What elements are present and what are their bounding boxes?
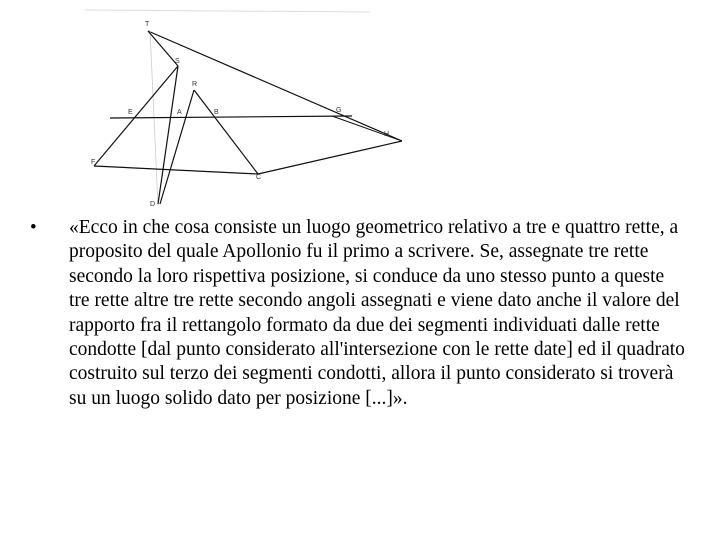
label-e: E bbox=[128, 109, 133, 116]
line-f-c bbox=[94, 166, 258, 174]
label-f: F bbox=[91, 159, 96, 166]
label-h: H bbox=[384, 131, 390, 138]
line-g-h bbox=[332, 116, 402, 141]
quote-paragraph: «Ecco in che cosa consiste un luogo geometrico relativo a tre e quattro rette, a proposito del quale Apollonio fu il primo a scrivere. Se, assegnate tre rette secondo la loro rispettiva posizione, si conduce da uno stesso punto a queste tre rette altre tre rette secondo angoli assegnati e viene dato anche il valore del rapporto fra il rettangolo formato da due dei segmenti individuati dalle rette condotte [dal punto considerato all'intersezione con le rette date] ed il quadrato costruito sul terzo dei segmenti condotti, allora il punto considerato si troverà su un luogo solido dato per posizione [...]». bbox=[69, 217, 685, 409]
label-s: S bbox=[175, 58, 180, 65]
diagram-svg bbox=[80, 8, 420, 208]
geometric-diagram bbox=[80, 8, 420, 208]
label-d: D bbox=[150, 201, 156, 208]
line-r-c bbox=[194, 90, 258, 174]
label-b: B bbox=[214, 109, 219, 116]
scan-edge-line bbox=[85, 10, 370, 12]
bullet-marker: • bbox=[30, 217, 37, 238]
label-c: C bbox=[256, 174, 262, 181]
line-t-h bbox=[148, 31, 402, 141]
label-a: A bbox=[177, 109, 182, 116]
line-r-d bbox=[160, 90, 194, 204]
line-c-h bbox=[258, 141, 402, 174]
label-g: G bbox=[336, 107, 342, 114]
label-t: T bbox=[145, 21, 150, 28]
line-e-g bbox=[110, 116, 352, 118]
label-r: R bbox=[192, 81, 198, 88]
line-t-s bbox=[148, 31, 178, 66]
